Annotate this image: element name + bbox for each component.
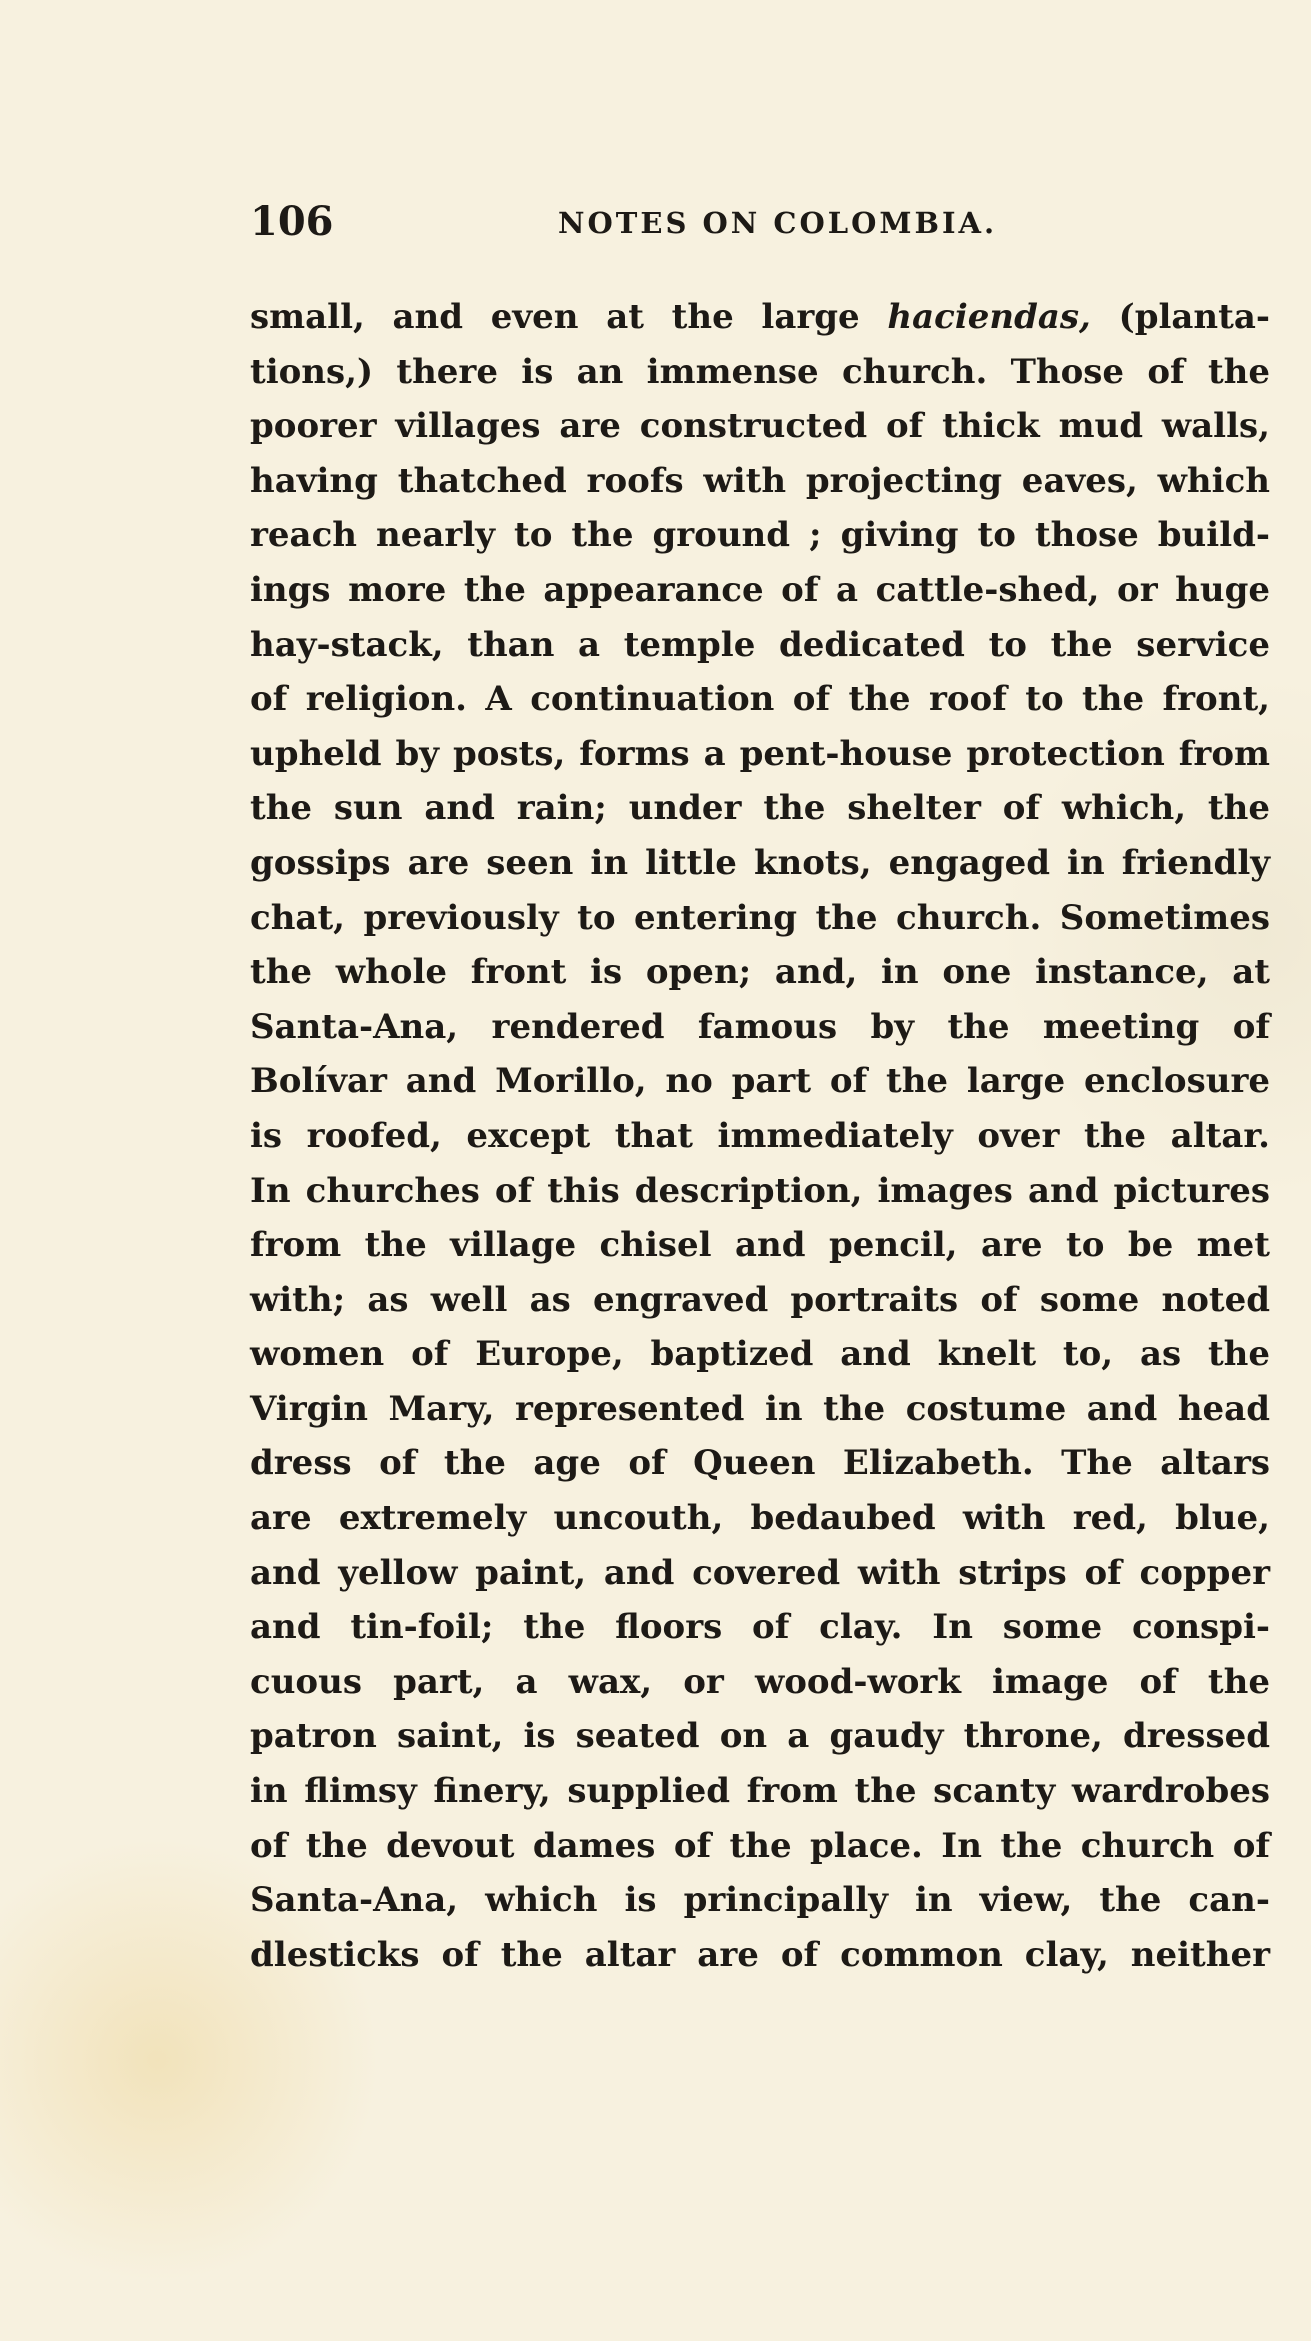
text-line: having thatched roofs with projecting eaves, which [250, 460, 1270, 501]
body-text [250, 290, 1270, 1982]
text-line: small, and even at the large haciendas, (planta- [250, 297, 1270, 337]
text-line: is roofed, except that immediately over the altar. [250, 1115, 1270, 1156]
text-line: the sun and rain; under the shelter of which, the [250, 788, 1270, 829]
text-line: patron saint, is seated on a gaudy throne, dressed [250, 1716, 1270, 1757]
text-line: of the devout dames of the place. In the church of [250, 1825, 1270, 1866]
text-line: the whole front is open; and, in one instance, at [250, 952, 1270, 993]
text-line: Santa-Ana, which is principally in view, the can- [250, 1880, 1270, 1921]
text-line: reach nearly to the ground ; giving to those build- [250, 515, 1270, 556]
text-line: ings more the appearance of a cattle-shed, or huge [250, 569, 1270, 610]
running-title: NOTES ON COLOMBIA. [558, 206, 998, 240]
text-line: poorer villages are constructed of thick mud walls, [250, 406, 1270, 447]
text-line: cuous part, a wax, or wood-work image of the [250, 1661, 1270, 1702]
text-line: dress of the age of Queen Elizabeth. The altars [250, 1443, 1270, 1484]
text-line: chat, previously to entering the church. Sometimes [250, 897, 1270, 938]
text-line: and tin-foil; the floors of clay. In some conspi- [250, 1607, 1270, 1648]
text-line: hay-stack, than a temple dedicated to the service [250, 624, 1270, 665]
text-line: are extremely uncouth, bedaubed with red, blue, [250, 1498, 1270, 1539]
text-line: tions,) there is an immense church. Those of the [250, 351, 1270, 392]
page-header [250, 198, 1270, 248]
text-line: in flimsy finery, supplied from the scanty wardrobes [250, 1771, 1270, 1812]
text-line: Santa-Ana, rendered famous by the meeting of [250, 1006, 1270, 1047]
text-line: women of Europe, baptized and knelt to, as the [250, 1334, 1270, 1375]
text-line: Bolívar and Morillo, no part of the large enclosure [250, 1061, 1270, 1102]
text-line: from the village chisel and pencil, are to be met [250, 1225, 1270, 1266]
text-line: dlesticks of the altar are of common clay, neither [250, 1934, 1270, 1975]
text-line: and yellow paint, and covered with strips of copper [250, 1552, 1270, 1593]
page-number: 106 [250, 198, 334, 245]
text-line: Virgin Mary, represented in the costume and head [250, 1388, 1270, 1429]
text-line: In churches of this description, images and pictures [250, 1170, 1270, 1211]
text-line: upheld by posts, forms a pent-house protection from [250, 733, 1270, 774]
text-line: with; as well as engraved portraits of some noted [250, 1279, 1270, 1320]
text-line: gossips are seen in little knots, engaged in friendly [250, 842, 1270, 883]
text-line: of religion. A continuation of the roof to the front, [250, 679, 1270, 720]
